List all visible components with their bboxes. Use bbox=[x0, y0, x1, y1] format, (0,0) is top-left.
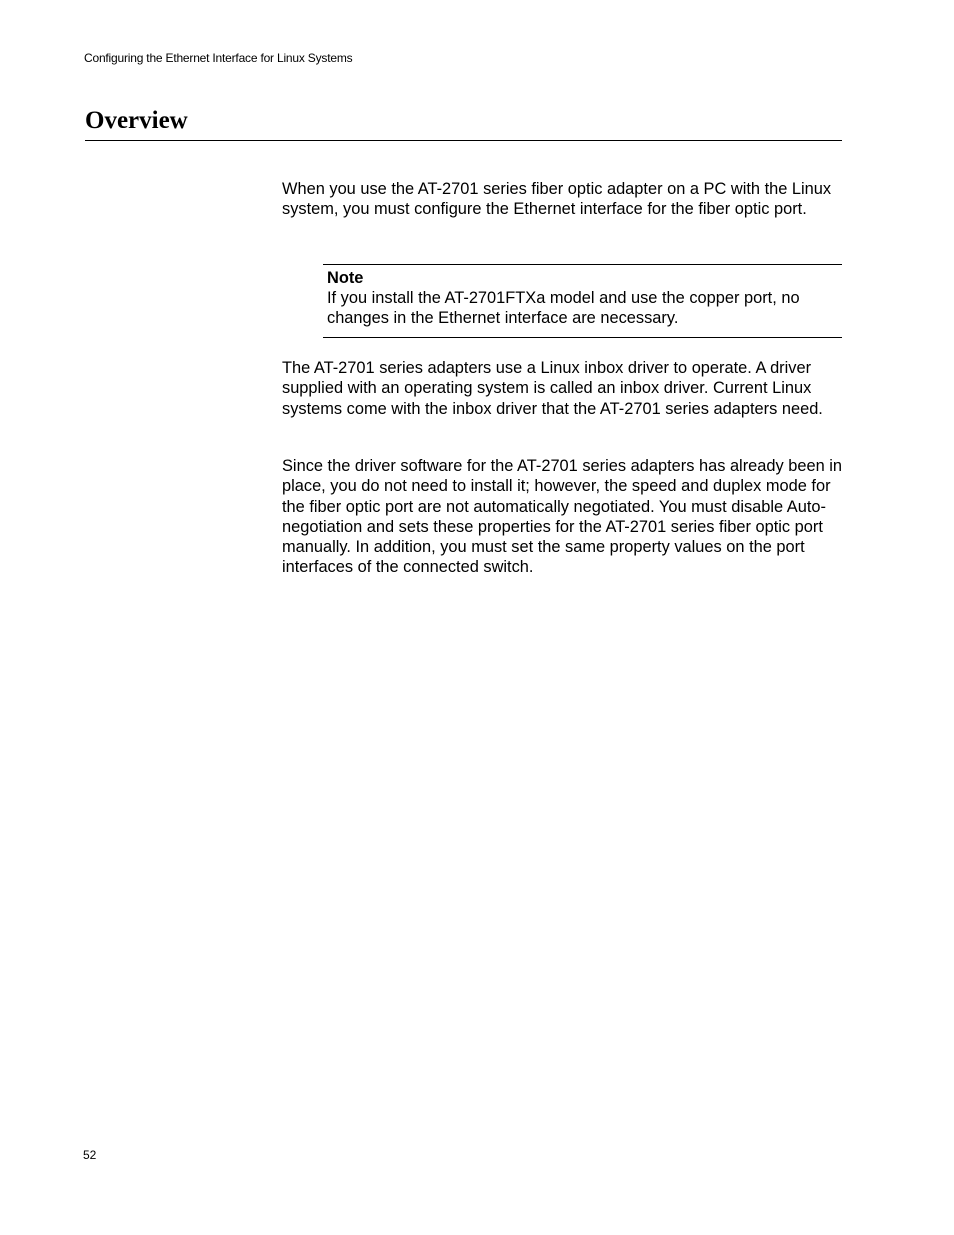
note-box bbox=[323, 264, 842, 338]
intro-paragraph: When you use the AT-2701 series fiber optic adapter on a PC with the Linux system, you must configure the Ethernet interface for the fiber optic port. bbox=[282, 180, 832, 219]
configuration-paragraph: Since the driver software for the AT-2701 series adapters has already been in place, you do not need to install it; however, the speed and duplex mode for the fiber optic port are not automatically negotiated. You must disable Auto-negotiation and sets these properties for the AT-2701 series fiber optic port manually. In addition, you must set the same property values on the port interfaces of the connected switch. bbox=[282, 457, 843, 577]
title-rule bbox=[85, 140, 842, 141]
driver-paragraph: The AT-2701 series adapters use a Linux inbox driver to operate. A driver supplied with an operating system is called an inbox driver. Current Linux systems come with the inbox driver that the AT-2701 series adapters need. bbox=[282, 359, 823, 418]
page-number: 52 bbox=[83, 1148, 97, 1162]
section-title: Overview bbox=[85, 107, 188, 134]
note-heading: Note bbox=[327, 269, 364, 287]
note-text: If you install the AT-2701FTXa model and use the copper port, no changes in the Ethernet interface are necessary. bbox=[327, 289, 800, 328]
running-header: Configuring the Ethernet Interface for Linux Systems bbox=[84, 51, 353, 65]
